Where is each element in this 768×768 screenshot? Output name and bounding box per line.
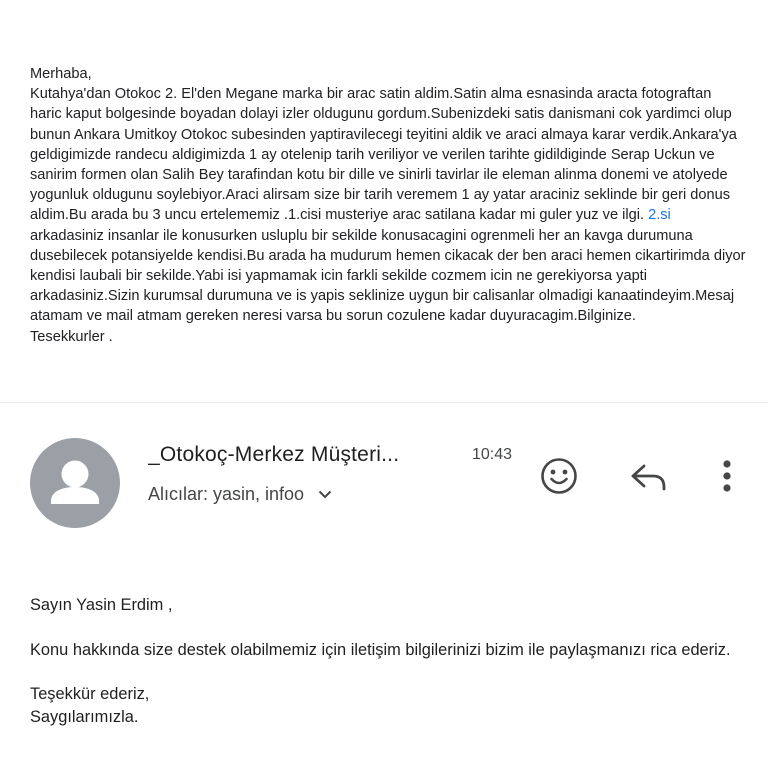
quoted-body (30, 84, 746, 326)
reply-thanks: Teşekkür ederiz, (30, 685, 150, 703)
message-divider (0, 402, 768, 403)
reply-salutation: Sayın Yasin Erdim , (30, 596, 173, 614)
quoted-body-text-1: Kutahya'dan Otokoc 2. El'den Megane marka bir arac satin aldim.Satin alma esnasinda aracta fotograftan haric kaput bolgesinde boyadan dolayi izler oldugunu gordum.Subenizdeki satis danismani cok yardimci olup bunun Ankara Umitkoy Otokoc subesinden yaptiravilecegi teyitini aldik ve araci almaya karar verdik.Ankara'ya geldigimizde randecu aldigimizda 1 ay otelenip tarih veriliyor ve verilen tarihte gidildiginde Serap Uckun ve sanirim formen olan Salih Bey tarafindan kotu bir dille ve sinirli tavirlar ile eleman alinma donemi ve atolyede yogunluk oldugunu soylebiyor.Araci alirsam size bir tarih veremem 1 ay yatar araciniz seklinde bir geri donus aldim.Bu arada bu 3 uncu ertelememiz .1.cisi musteriye arac satilana kadar mi guler yuz ve ilgi. (30, 86, 737, 224)
message-time: 10:43 (472, 446, 513, 463)
recipients-row[interactable] (148, 482, 334, 506)
quoted-body-text-2: arkadasiniz insanlar ile konusurken usluplu bir sekilde konusacagini ogrenmeli her an kavga durumuna dusebilecek potansiyelde kendisi.Bu arada ha mudurum hemen cikacak der ben araci hemen cikartirimda diyor kendisi laubali bir sekilde.Yabi isi yapmamak icin farkli sekilde cozmem icin ne gerekiyorsa yapti arkadasiniz.Sizin kurumsal durumuna ve is yapis seklinize uygun bir calisanlar olmadigi kanaatindeyim.Mesaj atamam ve mail atmam gereken neresi varsa bu sorun cozulene kadar duyuracagim.Bilginize. (30, 227, 746, 325)
quoted-closing: Tesekkurler . (30, 328, 113, 345)
quoted-link[interactable]: 2.si (648, 207, 671, 224)
quoted-message (30, 64, 746, 347)
reply-icon[interactable] (629, 458, 669, 498)
recipients-text: Alıcılar: yasin, infoo (148, 484, 305, 504)
reply-paragraph: Konu hakkında size destek olabilmemiz için iletişim bilgilerinizi bizim ile paylaşmanızı rica ederiz. (30, 640, 731, 659)
reply-body (30, 594, 746, 728)
add-reaction-icon[interactable] (537, 454, 581, 498)
chevron-down-icon[interactable] (316, 485, 334, 503)
sender-avatar[interactable] (30, 438, 120, 528)
more-vert-icon[interactable] (710, 456, 744, 496)
default-avatar-icon (30, 438, 120, 528)
reply-signoff: Saygılarımızla. (30, 707, 139, 726)
quoted-greeting: Merhaba, (30, 66, 92, 82)
sender-name[interactable]: _Otokoç-Merkez Müşteri... (148, 443, 400, 466)
